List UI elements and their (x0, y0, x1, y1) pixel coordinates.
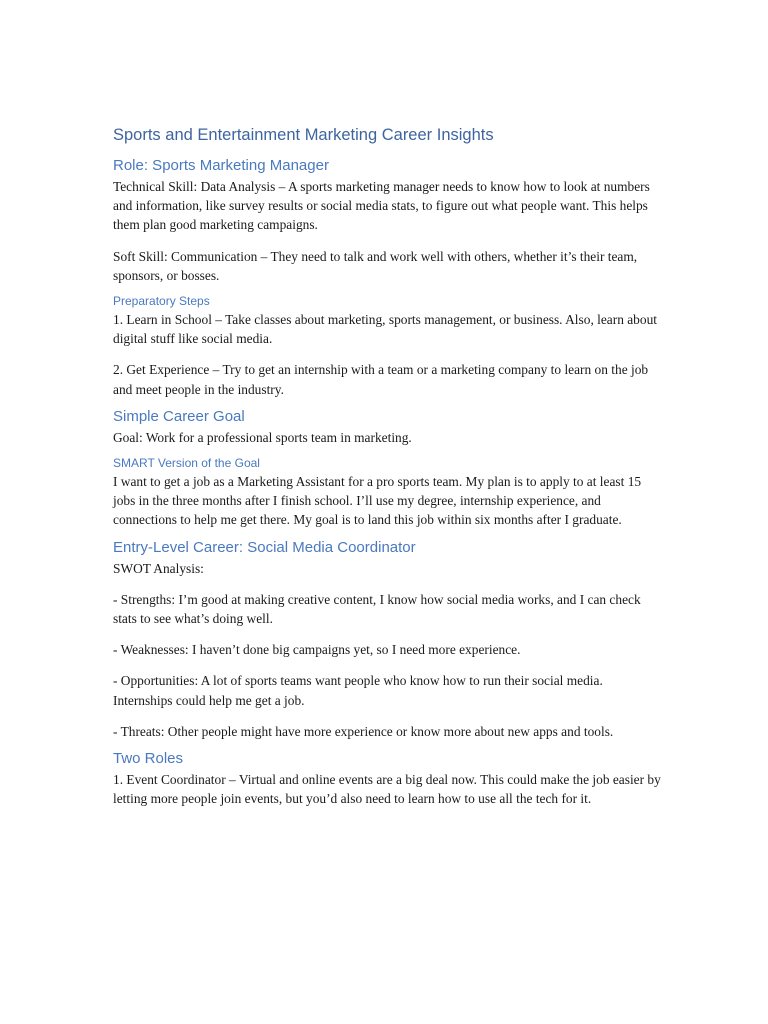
prep-step-2: 2. Get Experience – Try to get an internship with a team or a marketing company to learn on the job and meet people in the industry. (113, 362, 649, 397)
soft-skill-paragraph: Soft Skill: Communication – They need to talk and work well with others, whether it’s their team, sponsors, or bosses. (113, 248, 638, 283)
two-roles-heading: Two Roles (113, 750, 184, 768)
simple-goal-heading: Simple Career Goal (113, 407, 245, 425)
swot-label: SWOT Analysis: (113, 560, 204, 576)
document-body (113, 124, 661, 820)
smart-goal-heading: SMART Version of the Goal (113, 456, 260, 471)
goal-paragraph: Goal: Work for a professional sports team in marketing. (113, 429, 412, 445)
preparatory-steps-heading: Preparatory Steps (113, 294, 210, 309)
swot-strengths: - Strengths: I’m good at making creative content, I know how social media works, and I can check stats to see what’s doing well. (113, 591, 641, 627)
document-title: Sports and Entertainment Marketing Career Insights (113, 126, 494, 144)
swot-weaknesses: - Weaknesses: I haven’t done big campaigns yet, so I need more experience. (113, 642, 521, 658)
technical-skill-paragraph: Technical Skill: Data Analysis – A sports marketing manager needs to know how to look at numbers and information, like survey results or social media stats, to figure out what people want. This helps them plan good marketing campaigns. (113, 179, 650, 233)
swot-threats: - Threats: Other people might have more experience or know more about new apps and tools. (113, 723, 614, 739)
swot-opportunities: - Opportunities: A lot of sports teams want people who know how to run their social media. Internships could help me get a job. (113, 673, 603, 708)
prep-step-1: 1. Learn in School – Take classes about marketing, sports management, or business. Also, learn about digital stuff like social media. (113, 312, 657, 347)
role-1-paragraph: 1. Event Coordinator – Virtual and online events are a big deal now. This could make the job easier by letting more people join events, but you’d also need to learn how to use all the tech for it. (113, 772, 661, 807)
entry-level-heading: Entry-Level Career: Social Media Coordinator (113, 538, 416, 556)
role-heading: Role: Sports Marketing Manager (113, 157, 329, 174)
smart-goal-paragraph: I want to get a job as a Marketing Assistant for a pro sports team. My plan is to apply to at least 15 jobs in the three months after I finish school. I’ll use my degree, internship experience, and connections to help me get there. My goal is to land this job within six months after I graduate. (113, 474, 642, 528)
